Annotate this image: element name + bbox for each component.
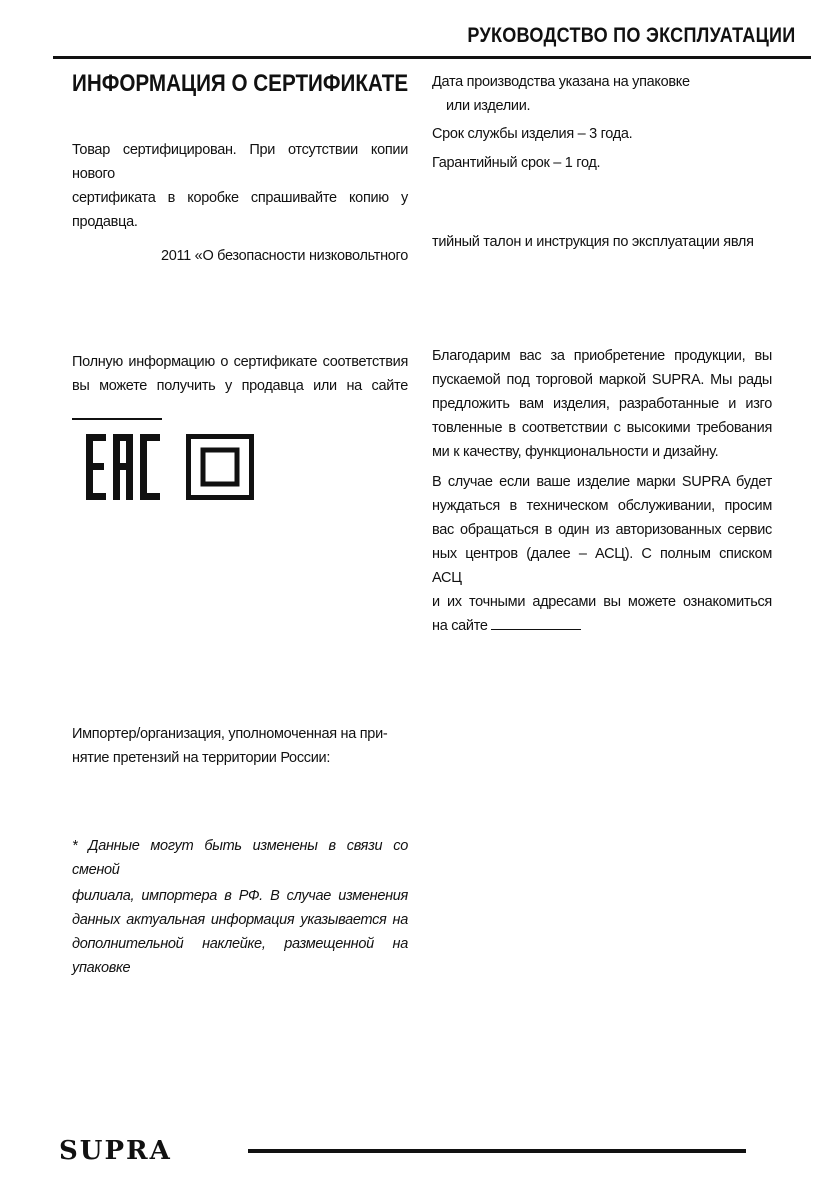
section-title-wrap	[72, 70, 408, 98]
text-line: Благодарим вас за приобретение продукции, вы	[432, 348, 772, 364]
warranty-term: Гарантийный срок – 1 год.	[432, 155, 601, 171]
text-line: и их точными адресами вы можете ознакомиться	[432, 594, 772, 610]
text-line: Товар сертифицирован. При отсутствии копии нового	[72, 142, 408, 182]
text-line: нятие претензий на территории России:	[72, 750, 331, 766]
text-line: предложить вам изделия, разработанные и изго	[432, 396, 772, 412]
eac-mark-icon	[86, 434, 160, 500]
text-line: вас обращаться в один из авторизованных сервис	[432, 522, 772, 538]
note-paragraph	[72, 884, 408, 980]
thanks-paragraph	[432, 344, 772, 464]
text-line: пускаемой под торговой маркой SUPRA. Мы рады	[432, 372, 772, 388]
text-line: дополнительной наклейке, размещенной на упаковке	[72, 936, 408, 976]
warranty-coupon-line: тийный талон и инструкция по эксплуатации явля	[432, 234, 754, 250]
production-date	[432, 70, 772, 118]
service-paragraph	[432, 470, 772, 638]
section-title: ИНФОРМАЦИЯ О СЕРТИФИКАТЕ	[72, 70, 409, 97]
website-blank-line	[72, 418, 162, 420]
certificate-info-paragraph	[72, 350, 408, 398]
tech-regulation-line: 2011 «О безопасности низковольтного	[160, 248, 408, 264]
text-line: * Данные могут быть изменены в связи со сменой	[72, 838, 408, 878]
text-line: товленные в соответствии с высокими требования	[432, 420, 772, 436]
text-line: или изделии.	[446, 98, 531, 114]
service-life: Срок службы изделия – 3 года.	[432, 126, 633, 142]
text-line: Полную информацию о сертификате соответствия	[72, 354, 408, 370]
double-insulation-icon	[186, 434, 254, 500]
note-first-line	[72, 834, 408, 882]
text-line: вы можете получить у продавца или на сайте	[72, 378, 408, 394]
text-line: Импортер/организация, уполномоченная на при-	[72, 726, 388, 742]
header-title: РУКОВОДСТВО ПО ЭКСПЛУАТАЦИИ	[467, 24, 796, 47]
importer-paragraph	[72, 722, 408, 770]
footer-divider	[248, 1149, 746, 1153]
text-line: филиала, импортера в РФ. В случае изменения	[72, 888, 408, 904]
text-line: Дата производства указана на упаковке	[432, 74, 690, 90]
text-line: ми к качеству, функциональности и дизайну.	[432, 444, 719, 460]
certified-paragraph	[72, 138, 408, 234]
header-divider	[53, 56, 811, 59]
text-line: ных центров (далее – АСЦ). С полным списком АСЦ	[432, 546, 772, 586]
text-line: нуждаться в техническом обслуживании, просим	[432, 498, 772, 514]
text-line: данных актуальная информация указывается на	[72, 912, 408, 928]
site-line	[432, 614, 772, 638]
text-line: сертификата в коробке спрашивайте копию у продавца.	[72, 190, 408, 230]
brand-logo: SUPRA	[59, 1136, 172, 1166]
text-line: В случае если ваше изделие марки SUPRA будет	[432, 474, 772, 490]
site-label: на сайте	[432, 618, 488, 634]
site-blank-line	[491, 615, 581, 630]
